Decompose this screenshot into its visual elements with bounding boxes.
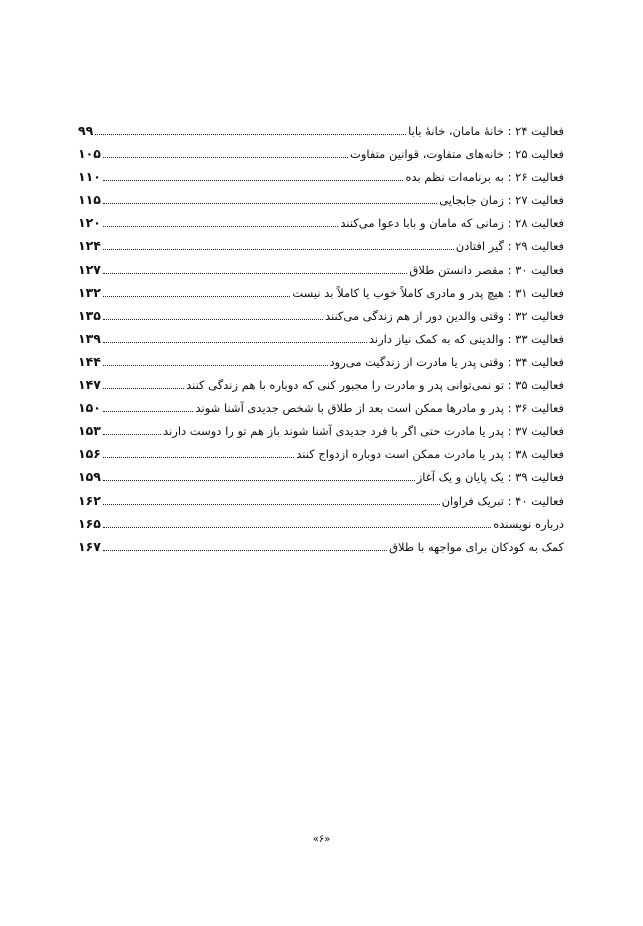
dot-leader [103,226,338,227]
dot-leader [103,249,454,250]
toc-entry [78,281,564,304]
toc-entry [78,142,564,165]
toc-entry [78,304,564,327]
toc-entry-title: فعالیت ۳۷ : پدر یا مادرت حتی اگر با فرد جدیدی آشنا شوند باز هم تو را دوست دارند [163,424,564,439]
toc-entry-page: ۱۲۰ [78,215,101,231]
toc-entry [78,512,564,535]
dot-leader [103,527,491,528]
toc-entry-page: ۱۳۲ [78,284,101,300]
toc-entry [78,327,564,350]
toc-entry [78,350,564,373]
dot-leader [103,480,415,481]
dot-leader [95,134,406,135]
toc-entry [78,465,564,488]
toc-entry-page: ۱۵۶ [78,446,101,462]
table-of-contents [78,119,564,558]
toc-entry-page: ۱۳۵ [78,307,101,323]
toc-entry-page: ۱۵۹ [78,469,101,485]
toc-entry-page: ۱۲۷ [78,261,101,277]
dot-leader [103,365,328,366]
toc-entry [78,489,564,512]
toc-entry-page: ۱۰۵ [78,146,101,162]
toc-entry [78,165,564,188]
dot-leader [103,180,404,181]
toc-entry [78,442,564,465]
toc-entry-page: ۱۵۰ [78,400,101,416]
toc-entry-title: فعالیت ۲۴ : خانهٔ مامان، خانهٔ بابا [408,124,564,138]
page-number: «۶» [312,834,331,845]
toc-entry-title: فعالیت ۳۹ : یک پایان و یک آغاز [416,470,564,485]
toc-entry [78,234,564,257]
toc-entry [78,373,564,396]
toc-entry-page: ۱۱۵ [78,192,101,208]
toc-entry [78,188,564,211]
toc-entry-title: فعالیت ۲۸ : زمانی که مامان و بابا دعوا می‌کنند [340,216,564,231]
toc-entry-title: فعالیت ۲۷ : زمان جابجایی [439,193,564,208]
dot-leader [103,157,348,158]
toc-entry-page: ۱۴۷ [78,377,101,393]
dot-leader [103,457,294,458]
toc-entry-title: فعالیت ۲۵ : خانه‌های متفاوت، قوانین متفاوت [350,147,564,162]
toc-entry-title: فعالیت ۳۵ : تو نمی‌توانی پدر و مادرت را مجبور کنی که دوباره با هم زندگی کنند [186,378,564,393]
dot-leader [103,550,387,551]
dot-leader [103,434,161,435]
toc-entry-title: فعالیت ۴۰ : تبریک فراوان [441,493,564,508]
dot-leader [103,342,367,343]
toc-entry [78,396,564,419]
toc-entry-page: ۱۲۴ [78,238,101,254]
toc-entry-title: فعالیت ۲۹ : گیر افتادن [455,239,564,254]
toc-entry-page: ۱۶۲ [78,492,101,508]
toc-entry-title: فعالیت ۲۶ : به برنامه‌ات نظم بده [405,170,564,185]
toc-entry-title: فعالیت ۳۸ : پدر یا مادرت ممکن است دوباره ازدواج کنند [296,447,564,462]
toc-entry-title: درباره نویسنده [493,516,564,531]
toc-entry-page: ۱۶۵ [78,515,101,531]
dot-leader [103,296,290,297]
toc-entry [78,211,564,234]
toc-entry [78,258,564,281]
dot-leader [103,388,184,389]
toc-entry-title: فعالیت ۳۴ : وقتی پدر یا مادرت از زندگیت می‌رود [329,354,564,369]
toc-entry-title: فعالیت ۳۶ : پدر و مادرها ممکن است بعد از طلاق با شخص جدیدی آشنا شوند [195,401,564,416]
toc-entry-title: کمک به کودکان برای مواجهه با طلاق [389,539,564,554]
dot-leader [103,273,408,274]
toc-entry-page: ۱۴۴ [78,353,101,369]
toc-entry-title: فعالیت ۳۲ : وقتی والدین دور از هم زندگی می‌کنند [324,308,564,323]
dot-leader [103,504,440,505]
toc-entry-page: ۹۹ [78,123,94,138]
toc-entry-page: ۱۳۹ [78,330,101,346]
toc-entry-page: ۱۱۰ [78,169,101,185]
dot-leader [103,203,437,204]
dot-leader [103,411,194,412]
toc-entry [78,119,564,142]
toc-entry-page: ۱۶۷ [78,538,101,554]
toc-entry [78,419,564,442]
toc-entry-title: فعالیت ۳۱ : هیچ پدر و مادری کاملاً خوب یا کاملاً بد نیست [292,285,564,300]
toc-entry-title: فعالیت ۳۰ : مقصر دانستن طلاق [409,262,564,277]
toc-entry [78,535,564,558]
toc-entry-page: ۱۵۳ [78,423,101,439]
toc-entry-title: فعالیت ۳۳ : والدینی که به کمک نیاز دارند [368,331,564,346]
dot-leader [103,319,323,320]
